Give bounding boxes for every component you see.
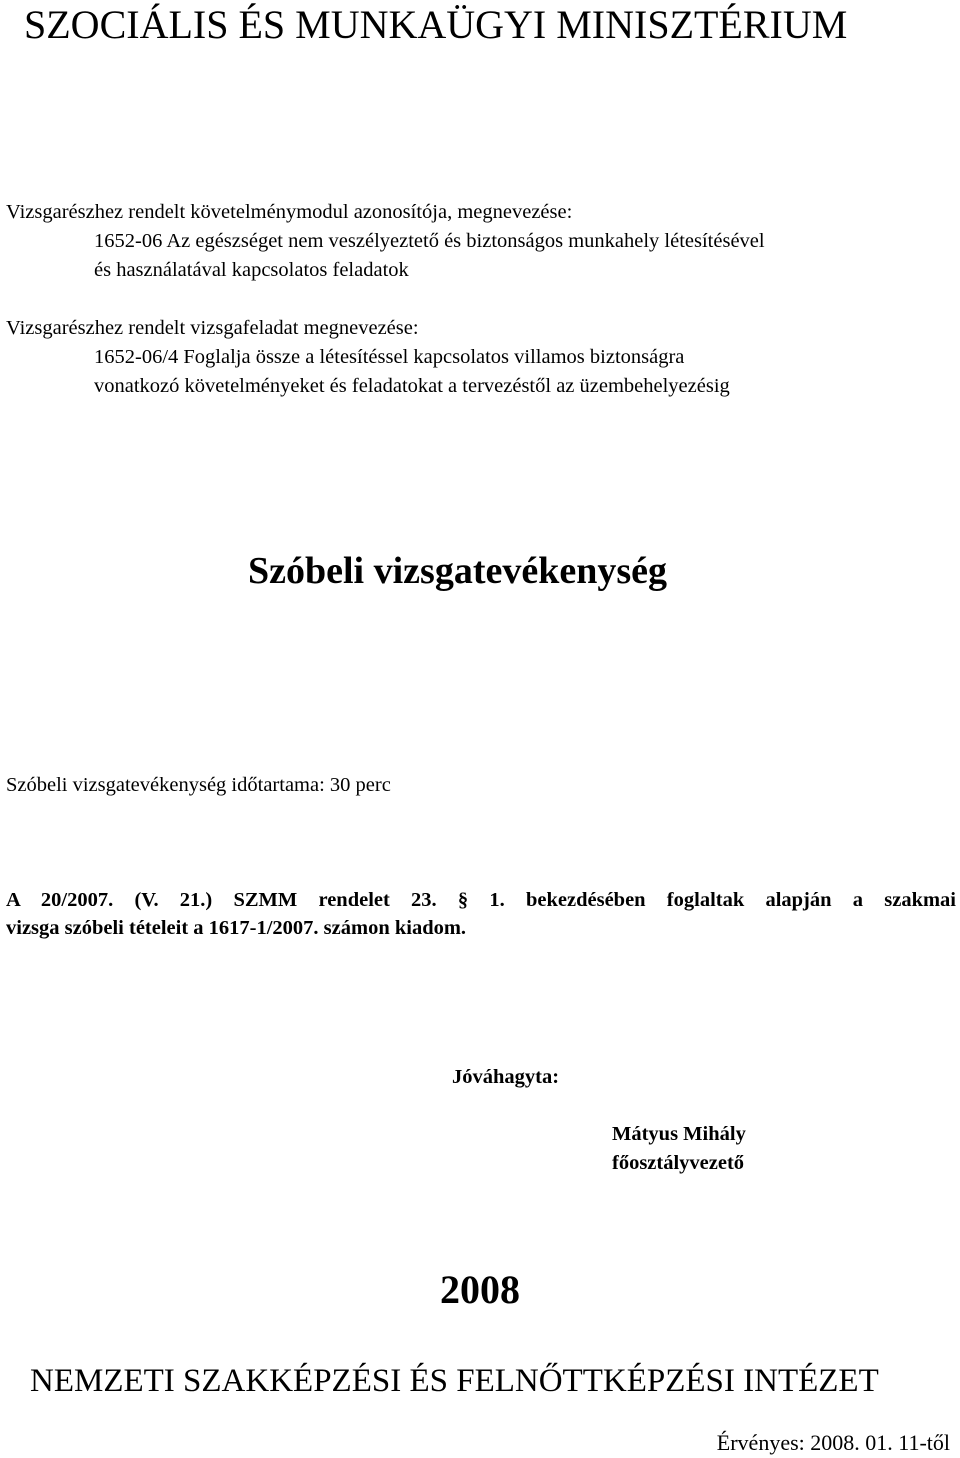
module-line-2: és használatával kapcsolatos feladatok: [94, 259, 409, 281]
task-line-1: 1652-06/4 Foglalja össze a létesítéssel kapcsolatos villamos biztonságra: [94, 346, 685, 368]
institute-name: NEMZETI SZAKKÉPZÉSI ÉS FELNŐTTKÉPZÉSI INTÉZET: [30, 1363, 879, 1399]
task-line-2: vonatkozó követelményeket és feladatokat a tervezéstől az üzembehelyezésig: [94, 375, 730, 397]
ministry-title: SZOCIÁLIS ÉS MUNKAÜGYI MINISZTÉRIUM: [24, 2, 848, 47]
approver-name: Mátyus Mihály: [612, 1123, 746, 1145]
approver-role: főosztályvezető: [612, 1152, 745, 1174]
validity-date: Érvényes: 2008. 01. 11-től: [716, 1430, 950, 1455]
module-line-1: 1652-06 Az egészséget nem veszélyeztető és biztonságos munkahely létesítésével: [94, 230, 765, 252]
decree-line-2: vizsga szóbeli tételeit a 1617-1/2007. számon kiadom.: [6, 917, 467, 939]
exam-heading: Szóbeli vizsgatevékenység: [248, 550, 668, 592]
approval-label: Jóváhagyta:: [452, 1066, 560, 1088]
exam-duration: Szóbeli vizsgatevékenység időtartama: 30 perc: [6, 774, 391, 796]
module-label: Vizsgarészhez rendelt követelménymodul azonosítója, megnevezése:: [6, 201, 573, 223]
year: 2008: [440, 1267, 520, 1312]
decree-line-1: A 20/2007. (V. 21.) SZMM rendelet 23. § 1. bekezdésében foglaltak alapján a szakmai: [6, 889, 956, 911]
task-label: Vizsgarészhez rendelt vizsgafeladat megnevezése:: [6, 317, 419, 339]
